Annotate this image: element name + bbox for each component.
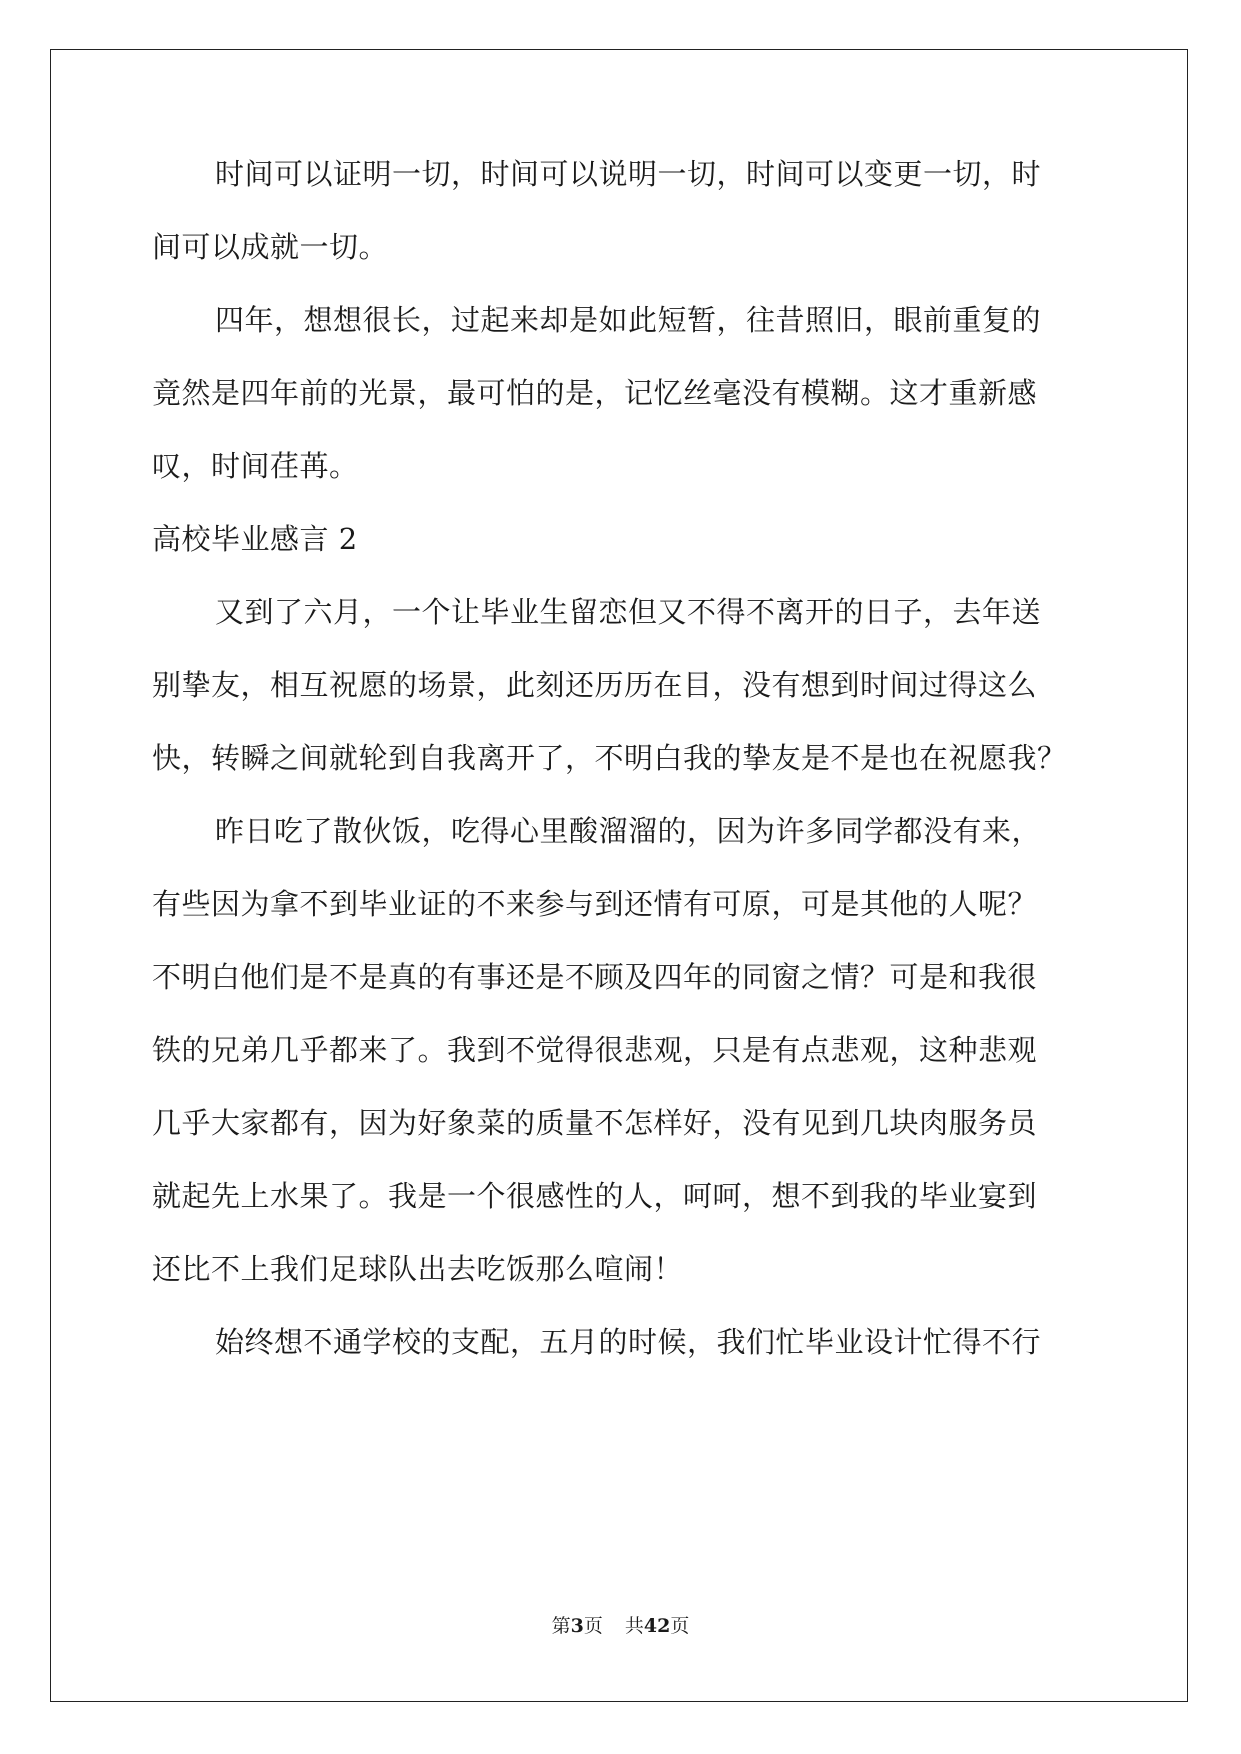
paragraph-line: 昨日吃了散伙饭，吃得心里酸溜溜的，因为许多同学都没有来， [215, 814, 1042, 848]
paragraph-line: 还比不上我们足球队出去吃饭那么喧闹！ [152, 1252, 684, 1286]
page-border [50, 49, 1188, 1702]
paragraph-line: 快，转瞬之间就轮到自我离开了，不明白我的挚友是不是也在祝愿我？ [152, 741, 1067, 775]
paragraph-line: 叹，时间荏苒。 [152, 449, 359, 483]
paragraph-line: 就起先上水果了。我是一个很感性的人，呵呵，想不到我的毕业宴到 [152, 1179, 1038, 1213]
section-heading: 高校毕业感言 2 [152, 522, 358, 556]
paragraph-line: 时间可以证明一切，时间可以说明一切，时间可以变更一切，时 [215, 157, 1042, 191]
paragraph-line: 别挚友，相互祝愿的场景，此刻还历历在目，没有想到时间过得这么 [152, 668, 1038, 702]
paragraph-line: 几乎大家都有，因为好象菜的质量不怎样好，没有见到几块肉服务员 [152, 1106, 1038, 1140]
paragraph-line: 四年，想想很长，过起来却是如此短暂，往昔照旧，眼前重复的 [215, 303, 1042, 337]
total-pages: 42 [643, 1615, 671, 1637]
page-footer [0, 1614, 1241, 1638]
paragraph-line: 间可以成就一切。 [152, 230, 389, 264]
paragraph-line: 铁的兄弟几乎都来了。我到不觉得很悲观，只是有点悲观，这种悲观 [152, 1033, 1038, 1067]
page-prefix: 第 [551, 1615, 571, 1637]
paragraph-line: 有些因为拿不到毕业证的不来参与到还情有可原，可是其他的人呢？ [152, 887, 1038, 921]
page-suffix: 页 [583, 1615, 603, 1637]
total-prefix: 共 [624, 1615, 644, 1637]
paragraph-line: 不明白他们是不是真的有事还是不顾及四年的同窗之情？可是和我很 [152, 960, 1038, 994]
paragraph-line: 又到了六月，一个让毕业生留恋但又不得不离开的日子，去年送 [215, 595, 1042, 629]
page-current: 3 [570, 1615, 584, 1637]
paragraph-line: 竟然是四年前的光景，最可怕的是，记忆丝毫没有模糊。这才重新感 [152, 376, 1038, 410]
paragraph-line: 始终想不通学校的支配，五月的时候，我们忙毕业设计忙得不行 [215, 1325, 1042, 1359]
total-suffix: 页 [670, 1615, 690, 1637]
